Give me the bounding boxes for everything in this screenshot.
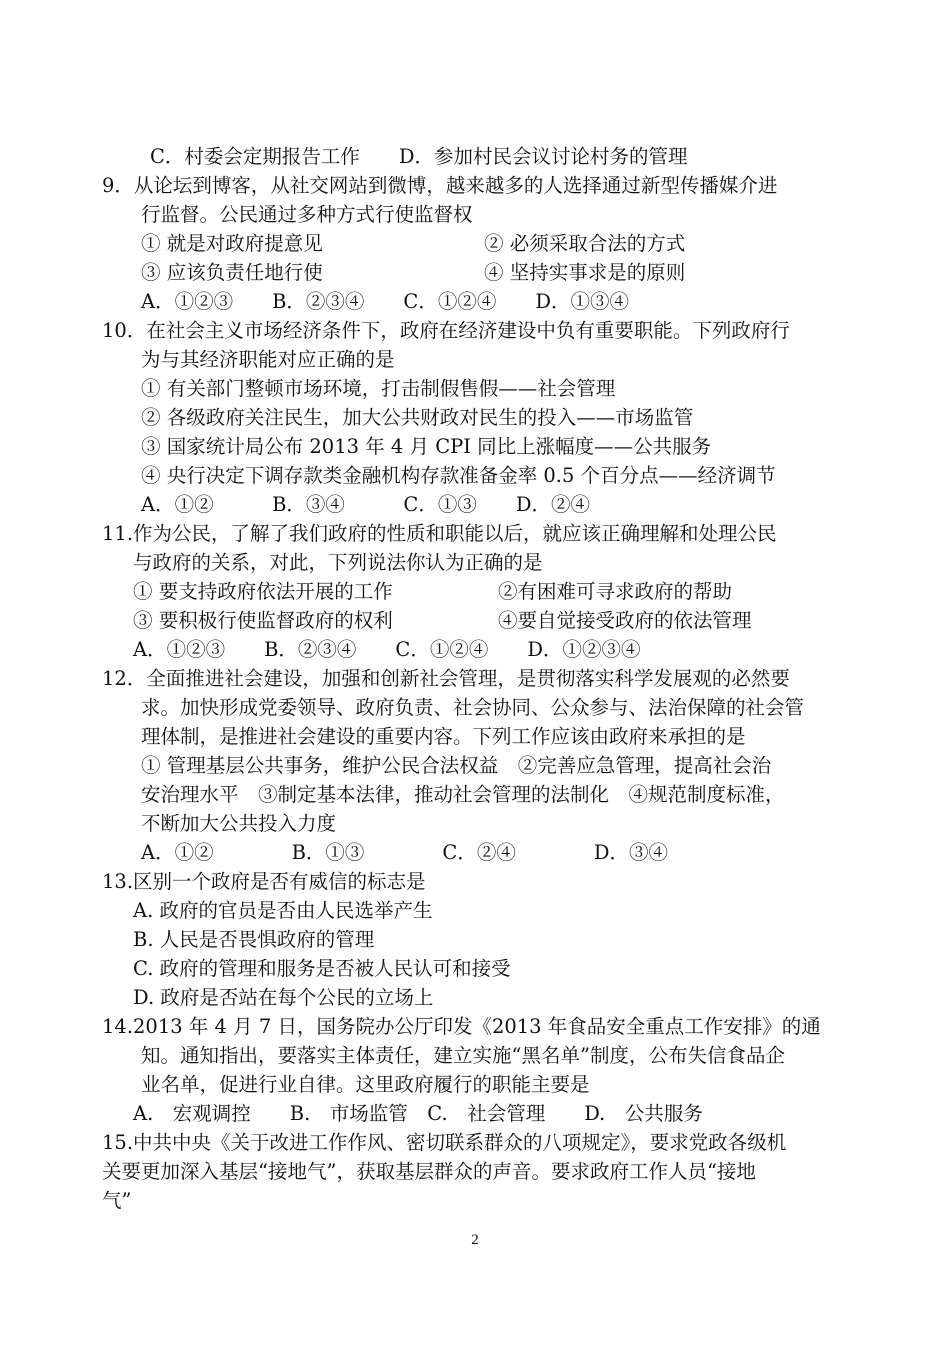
q15-stem-line1: 15.中共中央《关于改进工作作风、密切联系群众的八项规定》，要求党政各级机 — [102, 1131, 787, 1154]
q13-stem: 13.区别一个政府是否有威信的标志是 — [102, 870, 426, 893]
q9-stem-line1: 9．从论坛到博客，从社交网站到微博，越来越多的人选择通过新型传播媒介进 — [102, 174, 778, 197]
q9-statements-12 — [141, 230, 323, 258]
q12-statements-line3: 不断加大公共投入力度 — [141, 812, 337, 835]
q15-stem-line3: 气” — [102, 1189, 132, 1212]
q9-statement-2: ② 必须采取合法的方式 — [484, 232, 686, 255]
q13-option-d: D. 政府是否站在每个公民的立场上 — [133, 986, 434, 1009]
q9-statement-1: ① 就是对政府提意见 — [141, 232, 323, 255]
q12-statements-line1: ① 管理基层公共事务，维护公民合法权益 ②完善应急管理，提高社会治 — [141, 754, 772, 777]
q10-statement-3: ③ 国家统计局公布 2013 年 4 月 CPI 同比上涨幅度——公共服务 — [141, 435, 712, 458]
page-number: 2 — [471, 1232, 479, 1248]
q14-options: A. 宏观调控 B. 市场监管 C. 社会管理 D. 公共服务 — [133, 1102, 703, 1125]
q10-options: A．①② B．③④ C．①③ D．②④ — [141, 493, 590, 516]
q13-option-b: B. 人民是否畏惧政府的管理 — [133, 928, 375, 951]
q10-stem-line1: 10．在社会主义市场经济条件下，政府在经济建设中负有重要职能。下列政府行 — [102, 319, 790, 342]
q12-stem-line3: 理体制，是推进社会建设的重要内容。下列工作应该由政府来承担的是 — [141, 725, 746, 748]
q15-stem-line2: 关要更加深入基层“接地气”，获取基层群众的声音。要求政府工作人员“接地 — [102, 1160, 756, 1183]
q11-statement-2: ②有困难可寻求政府的帮助 — [498, 580, 733, 603]
q9-stem-line2: 行监督。公民通过多种方式行使监督权 — [141, 203, 473, 226]
q10-stem-line2: 为与其经济职能对应正确的是 — [141, 348, 395, 371]
q14-stem-line3: 业名单，促进行业自律。这里政府履行的职能主要是 — [141, 1073, 590, 1096]
q11-statement-4: ④要自觉接受政府的依法管理 — [498, 609, 752, 632]
q11-options: A．①②③ B．②③④ C．①②④ D．①②③④ — [133, 638, 641, 661]
q12-stem-line2: 求。加快形成党委领导、政府负责、社会协同、公众参与、法治保障的社会管 — [141, 696, 805, 719]
q14-stem-line2: 知。通知指出，要落实主体责任，建立实施“黑名单”制度，公布失信食品企 — [141, 1044, 785, 1067]
q12-statements-line2: 安治理水平 ③制定基本法律，推动社会管理的法制化 ④规范制度标准， — [141, 783, 785, 806]
q12-options: A．①② B．①③ C．②④ D．③④ — [141, 841, 668, 864]
q13-option-c: C. 政府的管理和服务是否被人民认可和接受 — [133, 957, 511, 980]
q11-stem-line1: 11.作为公民，了解了我们政府的性质和职能以后，就应该正确理解和处理公民 — [102, 522, 777, 545]
q9-statement-4: ④ 坚持实事求是的原则 — [484, 261, 686, 284]
q9-statement-3: ③ 应该负责任地行使 — [141, 261, 323, 284]
q11-stem-line2: 与政府的关系，对此，下列说法你认为正确的是 — [133, 551, 543, 574]
q11-statement-1: ① 要支持政府依法开展的工作 — [133, 580, 393, 603]
q8-option-cd: C．村委会定期报告工作 D．参加村民会议讨论村务的管理 — [150, 145, 688, 168]
q10-statement-2: ② 各级政府关注民生，加大公共财政对民生的投入——市场监管 — [141, 406, 694, 429]
q13-option-a: A. 政府的官员是否由人民选举产生 — [133, 899, 433, 922]
q9-options: A．①②③ B．②③④ C．①②④ D．①③④ — [141, 290, 629, 313]
q11-statement-3: ③ 要积极行使监督政府的权利 — [133, 609, 393, 632]
q10-statement-4: ④ 央行决定下调存款类金融机构存款准备金率 0.5 个百分点——经济调节 — [141, 464, 776, 487]
q10-statement-1: ① 有关部门整顿市场环境，打击制假售假——社会管理 — [141, 377, 616, 400]
q14-stem-line1: 14.2013 年 4 月 7 日，国务院办公厅印发《2013 年食品安全重点工作安排》的通 — [102, 1015, 821, 1038]
q12-stem-line1: 12．全面推进社会建设，加强和创新社会管理，是贯彻落实科学发展观的必然要 — [102, 667, 790, 690]
